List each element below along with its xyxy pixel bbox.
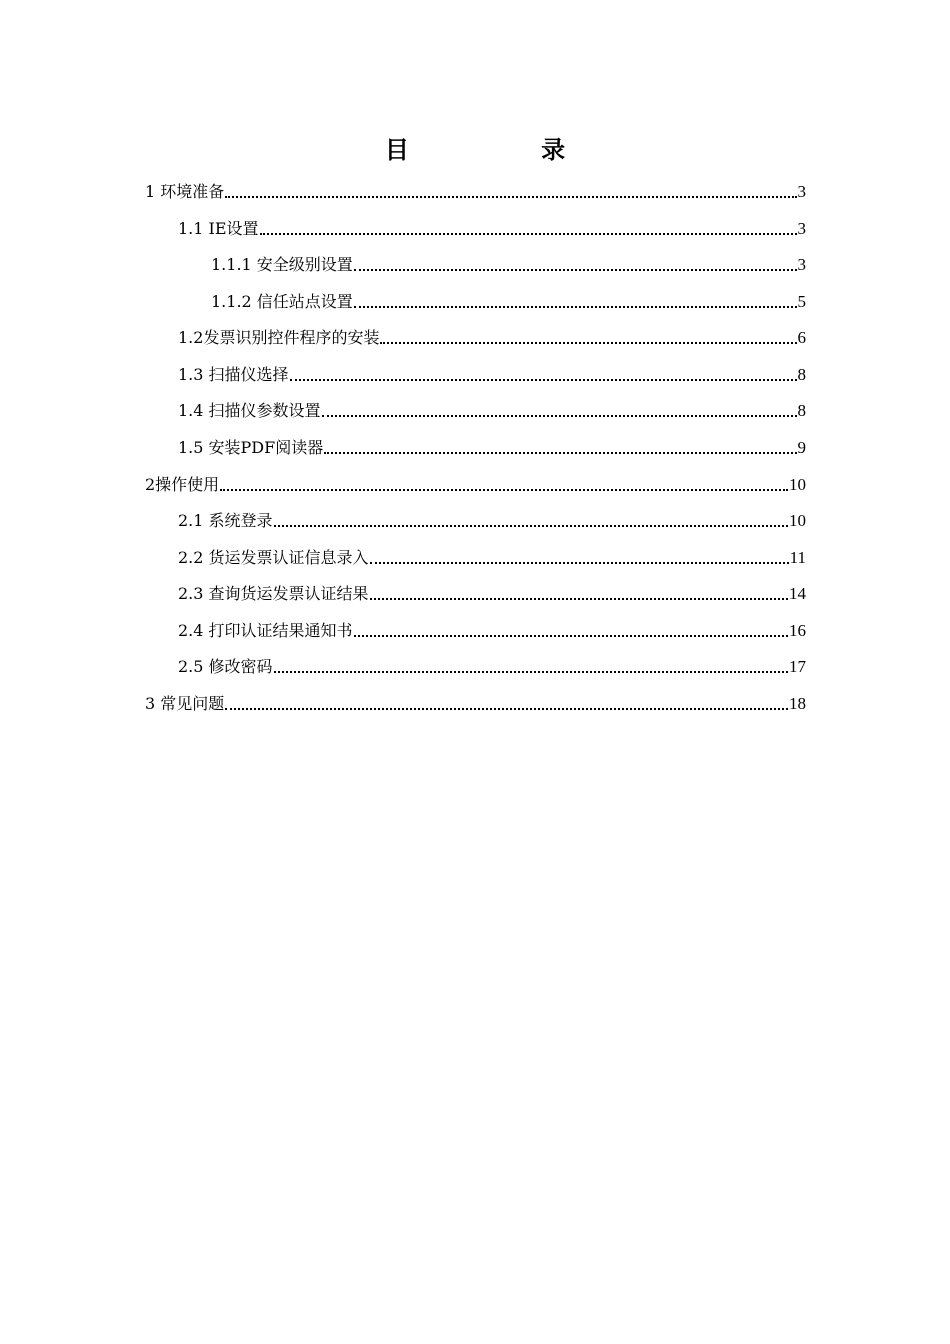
toc-title: 目 录	[384, 135, 628, 164]
dot-leader	[290, 379, 797, 381]
toc-page-number: 9	[797, 438, 806, 457]
toc-entry-label: 1 环境准备	[145, 182, 225, 201]
toc-page-number: 16	[789, 621, 806, 640]
dot-leader	[354, 306, 797, 308]
toc-entry-2-4[interactable]	[178, 612, 806, 642]
dot-leader	[260, 233, 797, 235]
toc-page-number: 10	[789, 475, 806, 494]
dot-leader	[354, 269, 797, 271]
toc-entry-1-4[interactable]	[178, 392, 806, 422]
dot-leader	[274, 671, 788, 673]
toc-page-number: 6	[797, 328, 806, 347]
toc-entry-1-1-1[interactable]	[211, 246, 806, 276]
toc-page-number: 18	[789, 694, 806, 713]
toc-entry-label: 1.1 IE设置	[178, 219, 259, 238]
toc-entry-label: 1.5 安装PDF阅读器	[178, 438, 324, 457]
toc-entry-1[interactable]	[145, 173, 806, 203]
toc-entry-label: 1.4 扫描仪参数设置	[178, 401, 321, 420]
toc-page-number: 8	[797, 365, 806, 384]
toc-entry-label: 2.3 查询货运发票认证结果	[178, 584, 369, 603]
toc-entry-2[interactable]	[145, 466, 806, 496]
toc-entry-label: 1.3 扫描仪选择	[178, 365, 289, 384]
toc-entry-label: 2.4 打印认证结果通知书	[178, 621, 353, 640]
toc-entry-2-3[interactable]	[178, 575, 806, 605]
toc-entry-2-5[interactable]	[178, 648, 806, 678]
toc-entry-label: 2.1 系统登录	[178, 511, 273, 530]
toc-entry-label: 1.1.2 信任站点设置	[211, 292, 353, 311]
dot-leader	[354, 635, 788, 637]
toc-entry-label: 1.1.1 安全级别设置	[211, 255, 353, 274]
dot-leader	[370, 598, 788, 600]
dot-leader	[322, 415, 797, 417]
toc-entry-1-1[interactable]	[178, 210, 806, 240]
toc-page-number: 14	[789, 584, 806, 603]
toc-entry-1-5[interactable]	[178, 429, 806, 459]
toc-entry-label: 3 常见问题	[145, 694, 225, 713]
dot-leader	[370, 562, 789, 564]
toc-page-number: 3	[797, 219, 806, 238]
toc-entry-1-3[interactable]	[178, 356, 806, 386]
dot-leader	[380, 342, 796, 344]
dot-leader	[220, 489, 788, 491]
toc-page-number: 8	[797, 401, 806, 420]
toc-entry-label: 2操作使用	[145, 475, 220, 494]
toc-page-number: 11	[789, 548, 806, 567]
toc-entry-3[interactable]	[145, 685, 806, 715]
toc-entry-2-2[interactable]	[178, 539, 806, 569]
toc-page-number: 10	[789, 511, 806, 530]
toc-entry-label: 2.2 货运发票认证信息录入	[178, 548, 369, 567]
dot-leader	[274, 525, 788, 527]
toc-entry-label: 1.2发票识别控件程序的安装	[178, 328, 380, 347]
toc-page-number: 3	[797, 182, 806, 201]
toc-page-number: 17	[789, 657, 806, 676]
toc-entry-2-1[interactable]	[178, 502, 806, 532]
dot-leader	[225, 708, 788, 710]
toc-entry-1-1-2[interactable]	[211, 283, 806, 313]
dot-leader	[225, 196, 796, 198]
toc-page-number: 5	[797, 292, 806, 311]
toc-entry-label: 2.5 修改密码	[178, 657, 273, 676]
toc-entry-1-2[interactable]	[178, 319, 806, 349]
toc-page-number: 3	[797, 255, 806, 274]
dot-leader	[324, 452, 796, 454]
